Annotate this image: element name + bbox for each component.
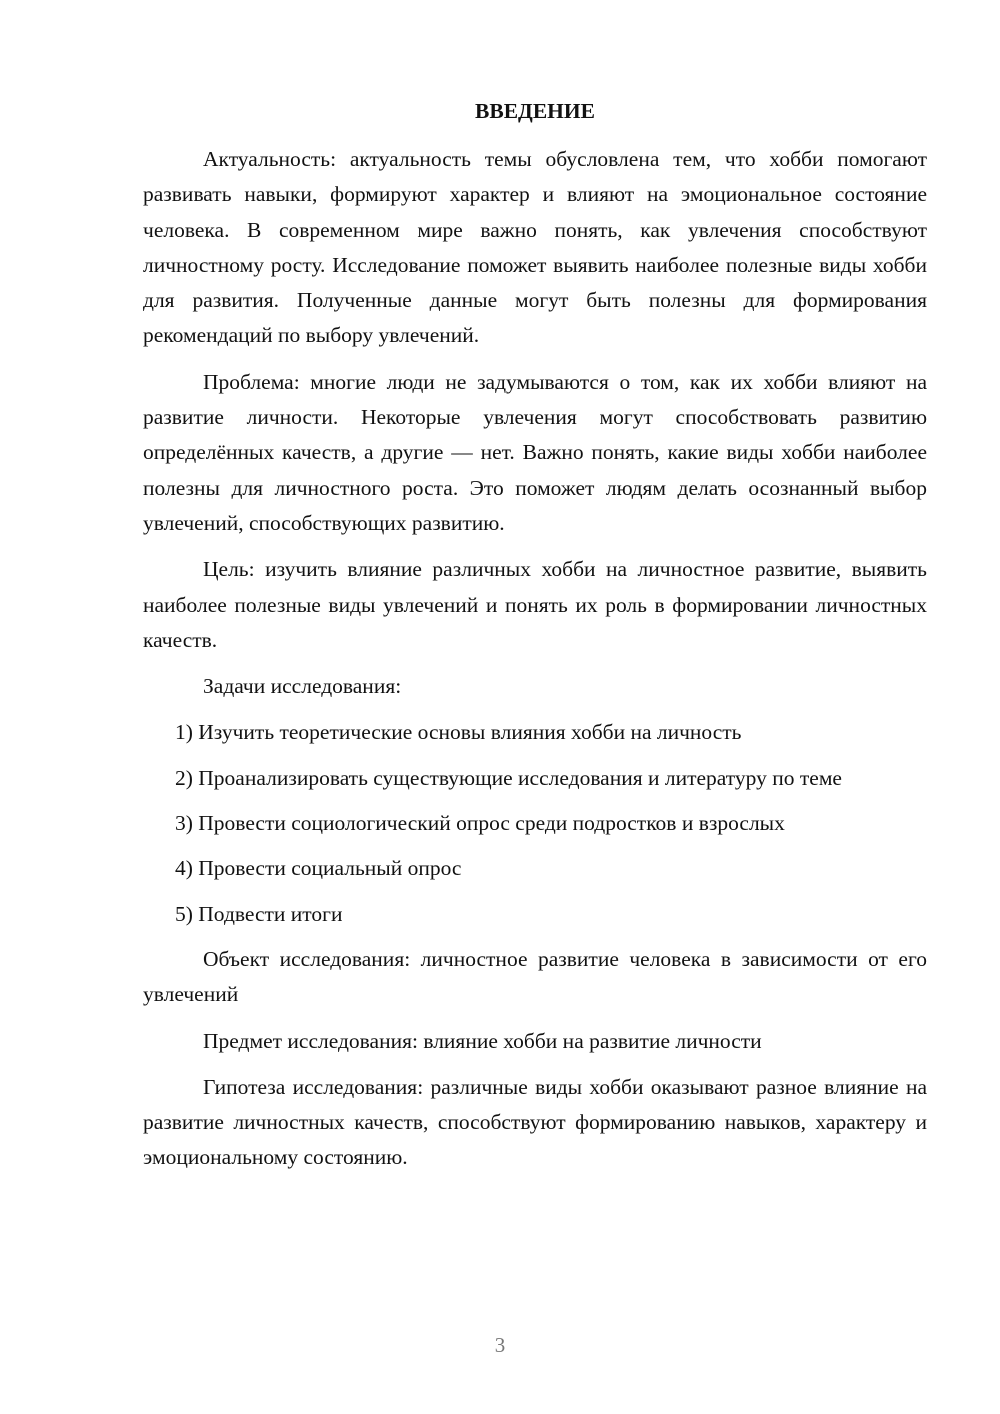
- task-item-1: 1) Изучить теоретические основы влияния хобби на личность: [175, 720, 742, 745]
- task-item-2: 2) Проанализировать существующие исследования и литературу по теме: [175, 765, 842, 790]
- page-number: 3: [494, 1333, 506, 1357]
- task-item-3: 3) Провести социологический опрос среди подростков и взрослых: [175, 811, 785, 836]
- section-title: ВВЕДЕНИЕ: [475, 99, 595, 123]
- task-item-5: 5) Подвести итоги: [175, 901, 343, 926]
- paragraph-relevance: Актуальность: актуальность темы обусловлена тем, что хобби помогают развивать навыки, формируют характер и влияют на эмоциональное состояние человека. В современном мире важно понять, как увлечения способствуют личностному росту. Исследование поможет выявить наиболее полезные виды хобби для развития. Полученные данные могут быть полезны для формирования рекомендаций по выбору увлечений.: [143, 147, 927, 348]
- paragraph-hypothesis: Гипотеза исследования: различные виды хобби оказывают разное влияние на развитие личностных качеств, способствуют формированию навыков, характеру и эмоциональному состоянию.: [143, 1074, 927, 1170]
- tasks-heading: Задачи исследования:: [203, 674, 402, 699]
- paragraph-subject: Предмет исследования: влияние хобби на развитие личности: [203, 1028, 762, 1053]
- task-item-4: 4) Провести социальный опрос: [175, 856, 462, 881]
- paragraph-goal: Цель: изучить влияние различных хобби на личностное развитие, выявить наиболее полезные виды увлечений и понять их роль в формировании личностных качеств.: [143, 557, 927, 652]
- paragraph-problem: Проблема: многие люди не задумываются о том, как их хобби влияют на развитие личности. Некоторые увлечения могут способствовать развитию определённых качеств, а другие — нет. Важно понять, какие виды хобби наиболее полезны для личностного роста. Это поможет людям делать осознанный выбор увлечений, способствующих развитию.: [143, 369, 927, 535]
- document-page: [143, 96, 927, 1187]
- paragraph-object: Объект исследования: личностное развитие человека в зависимости от его увлечений: [143, 946, 927, 1007]
